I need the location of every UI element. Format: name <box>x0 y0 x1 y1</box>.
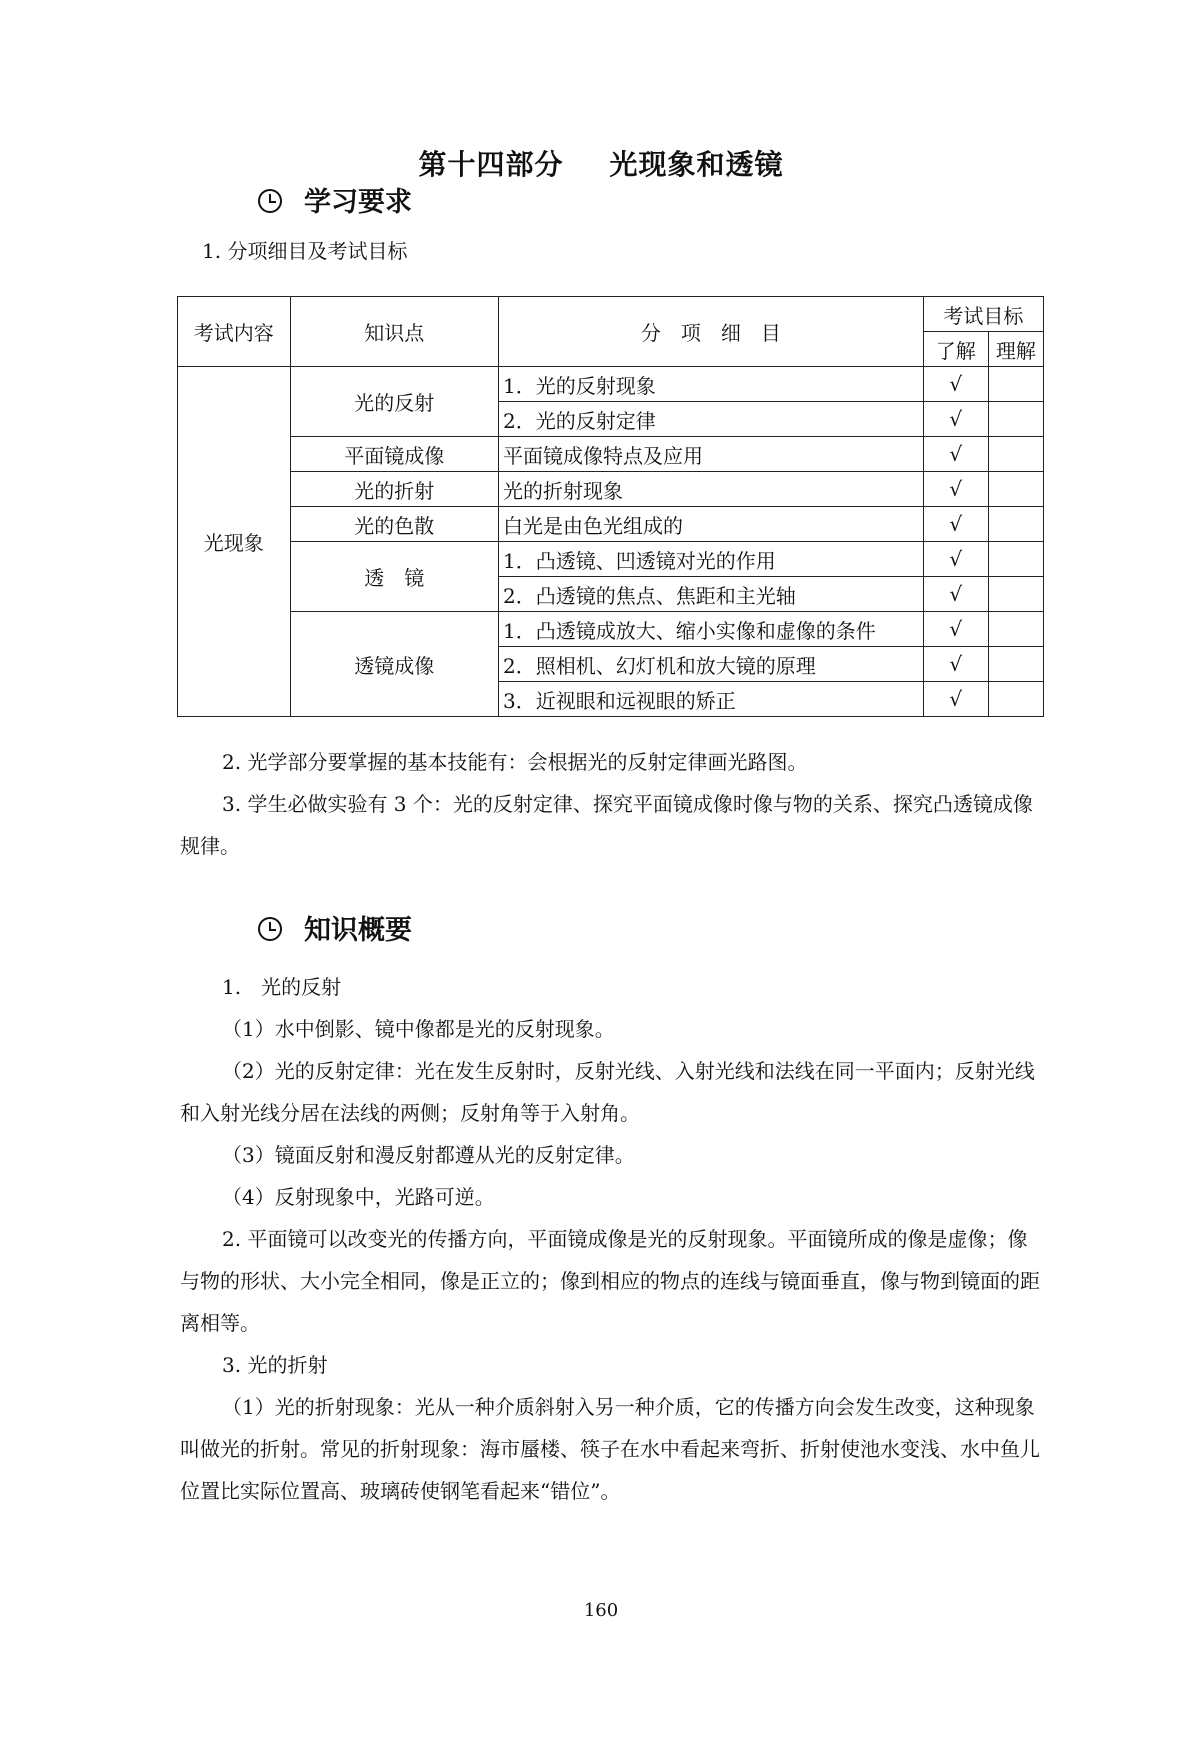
empty-cell <box>988 682 1043 717</box>
clock-icon <box>258 917 282 941</box>
header-point: 知识点 <box>290 297 499 367</box>
check-mark: √ <box>923 437 988 472</box>
detail-cell: 3．近视眼和远视眼的矫正 <box>499 682 924 717</box>
header-understand: 了解 <box>923 332 988 367</box>
paragraph-text: （2）光的反射定律：光在发生反射时，反射光线、入射光线和法线在同一平面内；反射光线和入射光线分居在法线的两侧；反射角等于入射角。 <box>180 1059 1035 1125</box>
paragraph-text: （1）光的折射现象：光从一种介质斜射入另一种介质，它的传播方向会发生改变，这种现象叫做光的折射。常见的折射现象：海市蜃楼、筷子在水中看起来弯折、折射使池水变浅、水中鱼儿位置比实际位置高、玻璃砖使钢笔看起来“错位”。 <box>180 1395 1040 1503</box>
section-heading-summary <box>258 908 412 947</box>
empty-cell <box>988 577 1043 612</box>
paragraph-experiments <box>180 783 1040 867</box>
paragraph-text: （4）反射现象中，光路可逆。 <box>222 1185 495 1209</box>
point-cell: 光的折射 <box>290 472 499 507</box>
section-heading-requirements <box>258 180 412 219</box>
point-cell: 透镜成像 <box>290 612 499 717</box>
detail-cell: 1．光的反射现象 <box>499 367 924 402</box>
paragraph-k1-4 <box>180 1176 1040 1218</box>
point-cell: 透 镜 <box>290 542 499 612</box>
empty-cell <box>988 472 1043 507</box>
paragraph-text: 1. 光的反射 <box>222 975 342 999</box>
paragraph-text: 2. 平面镜可以改变光的传播方向，平面镜成像是光的反射现象。平面镜所成的像是虚像；像与物的形状、大小完全相同，像是正立的；像到相应的物点的连线与镜面垂直，像与物到镜面的距离相等。 <box>180 1227 1040 1335</box>
paragraph-text: （3）镜面反射和漫反射都遵从光的反射定律。 <box>222 1143 635 1167</box>
paragraph-k1 <box>180 966 1040 1008</box>
empty-cell <box>988 542 1043 577</box>
check-mark: √ <box>923 682 988 717</box>
point-cell: 光的色散 <box>290 507 499 542</box>
check-mark: √ <box>923 402 988 437</box>
header-comprehend: 理解 <box>988 332 1043 367</box>
check-mark: √ <box>923 542 988 577</box>
empty-cell <box>988 437 1043 472</box>
check-mark: √ <box>923 472 988 507</box>
category-cell: 光现象 <box>178 367 291 717</box>
empty-cell <box>988 367 1043 402</box>
header-detail: 分 项 细 目 <box>499 297 924 367</box>
header-content: 考试内容 <box>178 297 291 367</box>
detail-cell: 白光是由色光组成的 <box>499 507 924 542</box>
section-heading-text: 知识概要 <box>304 915 412 946</box>
table-caption: 1. 分项细目及考试目标 <box>202 239 408 263</box>
paragraph-k2 <box>180 1218 1040 1344</box>
exam-target-table <box>177 296 1044 717</box>
empty-cell <box>988 507 1043 542</box>
detail-cell: 2．照相机、幻灯机和放大镜的原理 <box>499 647 924 682</box>
check-mark: √ <box>923 647 988 682</box>
paragraph-text: （1）水中倒影、镜中像都是光的反射现象。 <box>222 1017 615 1041</box>
section-heading-text: 学习要求 <box>304 187 412 218</box>
empty-cell <box>988 402 1043 437</box>
paragraph-text: 2. 光学部分要掌握的基本技能有：会根据光的反射定律画光路图。 <box>222 750 808 774</box>
paragraph-k3-1 <box>180 1386 1040 1512</box>
detail-cell: 1．凸透镜、凹透镜对光的作用 <box>499 542 924 577</box>
detail-cell: 光的折射现象 <box>499 472 924 507</box>
title-topic: 光现象和透镜 <box>609 148 784 181</box>
point-cell: 平面镜成像 <box>290 437 499 472</box>
paragraph-k1-2 <box>180 1050 1040 1134</box>
check-mark: √ <box>923 367 988 402</box>
detail-cell: 2．光的反射定律 <box>499 402 924 437</box>
paragraph-k1-1 <box>180 1008 1040 1050</box>
detail-cell: 2．凸透镜的焦点、焦距和主光轴 <box>499 577 924 612</box>
page-number: 160 <box>583 1600 619 1621</box>
paragraph-text: 3. 学生必做实验有 3 个：光的反射定律、探究平面镜成像时像与物的关系、探究凸透镜成像规律。 <box>180 792 1033 858</box>
paragraph-k1-3 <box>180 1134 1040 1176</box>
empty-cell <box>988 612 1043 647</box>
paragraph-k3 <box>180 1344 1040 1386</box>
paragraph-text: 3. 光的折射 <box>222 1353 328 1377</box>
header-target: 考试目标 <box>923 297 1043 332</box>
page-title <box>0 143 1202 183</box>
detail-cell: 平面镜成像特点及应用 <box>499 437 924 472</box>
check-mark: √ <box>923 577 988 612</box>
clock-icon <box>258 189 282 213</box>
check-mark: √ <box>923 507 988 542</box>
point-cell: 光的反射 <box>290 367 499 437</box>
detail-cell: 1．凸透镜成放大、缩小实像和虚像的条件 <box>499 612 924 647</box>
paragraph-skill <box>180 741 1040 783</box>
title-part: 第十四部分 <box>418 148 564 181</box>
empty-cell <box>988 647 1043 682</box>
check-mark: √ <box>923 612 988 647</box>
